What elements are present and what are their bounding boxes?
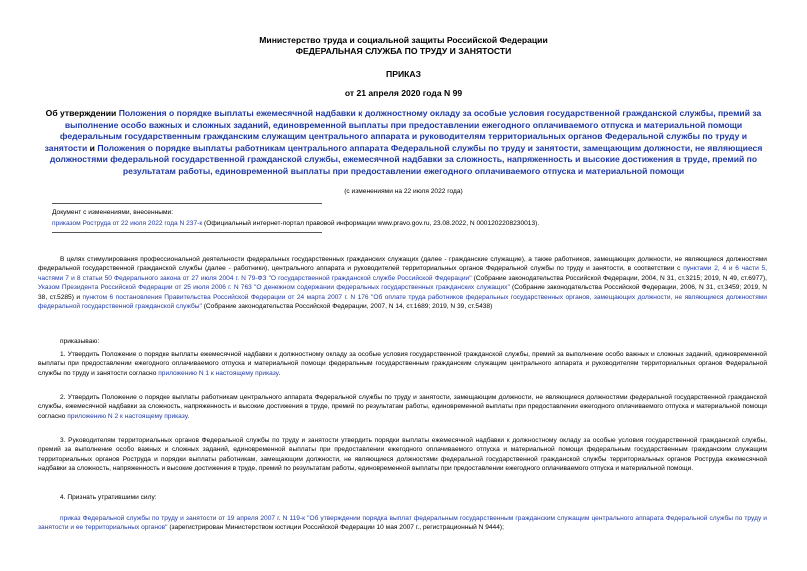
- order-word-text: приказываю:: [60, 338, 100, 345]
- doc-changes-line: [52, 219, 772, 229]
- preamble-paragraph: [38, 255, 767, 311]
- document-date-number: от 21 апреля 2020 года N 99: [344, 88, 463, 98]
- item-4-text: 4. Признать утратившими силу:: [60, 494, 157, 501]
- title-middle: и: [87, 142, 98, 153]
- order-119k-link[interactable]: приказ Федеральной службы по труду и занятости от 19 апреля 2007 г. N 119-к "Об утверждении порядка выплат федеральным государственным гражданским служащим центрального аппарата Федеральной службы по труду и занятости и ее территориальных органов": [38, 515, 767, 532]
- item-1-paragraph: [38, 350, 767, 378]
- item-3-paragraph: [38, 436, 767, 474]
- changes-note: (с изменениями на 22 июля 2022 года): [344, 188, 463, 195]
- divider-top: [52, 203, 322, 204]
- preamble-text-2: (Собрание законодательства Российской Федерации, 2004, N 31, ст.3215; 2019, N 49, ст.6977),: [471, 274, 767, 282]
- item-1-end: .: [278, 369, 281, 377]
- ministry-name: Министерство труда и социальной защиты Российской Федерации: [259, 35, 548, 45]
- appendix-2-link[interactable]: приложению N 2 к настоящему приказу: [67, 412, 188, 420]
- preamble-text-4: (Собрание законодательства Российской Федерации, 2007, N 14, ст.1689; 2019, N 39, ст.5438): [201, 303, 493, 311]
- item-4a-paragraph: [38, 514, 767, 533]
- decree-763-link[interactable]: Указом Президента Российской Федерации от 25 июля 2006 г. N 763 "О денежном содержании федеральных государственных гражданских служащих": [38, 284, 510, 292]
- doc-changes-link[interactable]: приказом Роструда от 22 июля 2022 года N 237-к: [52, 220, 203, 227]
- service-name: ФЕДЕРАЛЬНАЯ СЛУЖБА ПО ТРУДУ И ЗАНЯТОСТИ: [295, 46, 512, 56]
- order-word: [38, 337, 767, 346]
- appendix-1-link[interactable]: приложению N 1 к настоящему приказу: [158, 369, 279, 377]
- preamble-text-1: В целях стимулирования профессиональной деятельности федеральных государственных гражданских служащих (далее - гражданские служащие), а также работников, замещающих должности, не являющиеся должностями федеральной государственной гражданской службы (далее - работники), центрального аппарата и руководителей территориальных органов Федеральной службы по труду и занятости, в соответствии с: [38, 256, 767, 273]
- doc-changes-label: Документ с изменениями, внесенными:: [52, 209, 174, 216]
- item-2-end: .: [187, 412, 190, 420]
- doc-changes-rest: (Официальный интернет-портал правовой информации www.pravo.gov.ru, 23.08.2022, N 0001202208230013).: [202, 220, 540, 227]
- document-title: [38, 108, 769, 178]
- item-3-text: 3. Руководителям территориальных органов Федеральной службы по труду и занятости утвердить порядки выплаты ежемесячной надбавки к должностному окладу за особые условия государственной гражданской службы, премий за выполнение особо важных и сложных заданий, единовременной выплаты при предоставлении ежегодного оплачиваемого отпуска и материальной помощи федеральным государственным гражданским служащим территориальных органов Роструда и порядки выплаты работникам, замещающим должности, не являющиеся должностями федеральной государственной гражданской службы территориальных органов Роструда ежемесячной надбавки за сложность, напряженность и высокие достижения в труде, премий по результатам работы, единовременной выплаты при предоставлении ежегодного оплачиваемого отпуска и материальной помощи.: [38, 437, 767, 473]
- preamble-text-3: (Собрание законодательства Российской Федерации, 2006, N 31, ст.3459; 2019, N 38, ст.5285) и: [38, 284, 767, 301]
- title-prefix: Об утверждении: [45, 108, 119, 118]
- divider-bottom: [52, 232, 322, 233]
- item-1-text: 1. Утвердить Положение о порядке выплаты ежемесячной надбавки к должностному окладу за особые условия государственной гражданской службы, премий за выполнение особо важных и сложных заданий, единовременной выплаты при предоставлении ежегодного оплачиваемого отпуска и материальной помощи федеральным государственным гражданским служащим центрального аппарата и руководителям территориальных органов Федеральной службы по труду и занятости согласно: [38, 351, 767, 377]
- title-link-regulation-1[interactable]: Положения о порядке выплаты ежемесячной надбавки к должностному окладу за особые условия государственной гражданской службы, премий за выполнение особо важных и сложных заданий, единовременной выплаты при предоставлении ежегодного оплачиваемого отпуска и материальной помощи федеральным государственным гражданским служащим центрального аппарата и руководителям территориальных органов Федеральной службы по труду и занятости: [44, 108, 762, 153]
- resolution-176-link[interactable]: пунктом 6 постановления Правительства Российской Федерации от 24 марта 2007 г. N 176 "Об оплате труда работников федеральных государственных органов, замещающих должности, не являющиеся должностями федеральной государственной гражданской службы": [38, 293, 767, 311]
- item-4-paragraph: [38, 493, 767, 502]
- item-4a-rest: (зарегистрирован Министерством юстиции Российской Федерации 10 мая 2007 г., регистрационный N 9444);: [167, 524, 504, 532]
- law-79-fz-link[interactable]: пунктами 2, 4 и 6 части 5, частями 7 и 8 статьи 50 Федерального закона от 27 июля 2004 г. N 79-ФЗ "О государственной гражданской службе Российской Федерации": [38, 265, 767, 282]
- item-2-paragraph: [38, 393, 767, 421]
- document-type: ПРИКАЗ: [386, 69, 421, 79]
- title-link-regulation-2[interactable]: Положения о порядке выплаты работникам центрального аппарата Федеральной службы по труду и занятости, замещающим должности, не являющиеся должностями федеральной государственной гражданской службы, ежемесячной надбавки за сложность, напряженность и высокие достижения в труде, премий по результатам работы, единовременной выплаты при предоставлении ежегодного оплачиваемого отпуска и материальной помощи: [49, 142, 763, 176]
- item-2-text: 2. Утвердить Положение о порядке выплаты работникам центрального аппарата Федеральной службы по труду и занятости, замещающим должности, не являющиеся должностями федеральной государственной гражданской службы, ежемесячной надбавки за сложность, напряженность и высокие достижения в труде, премий по результатам работы, единовременной выплаты при предоставлении ежегодного оплачиваемого отпуска и материальной помощи согласно: [38, 394, 767, 420]
